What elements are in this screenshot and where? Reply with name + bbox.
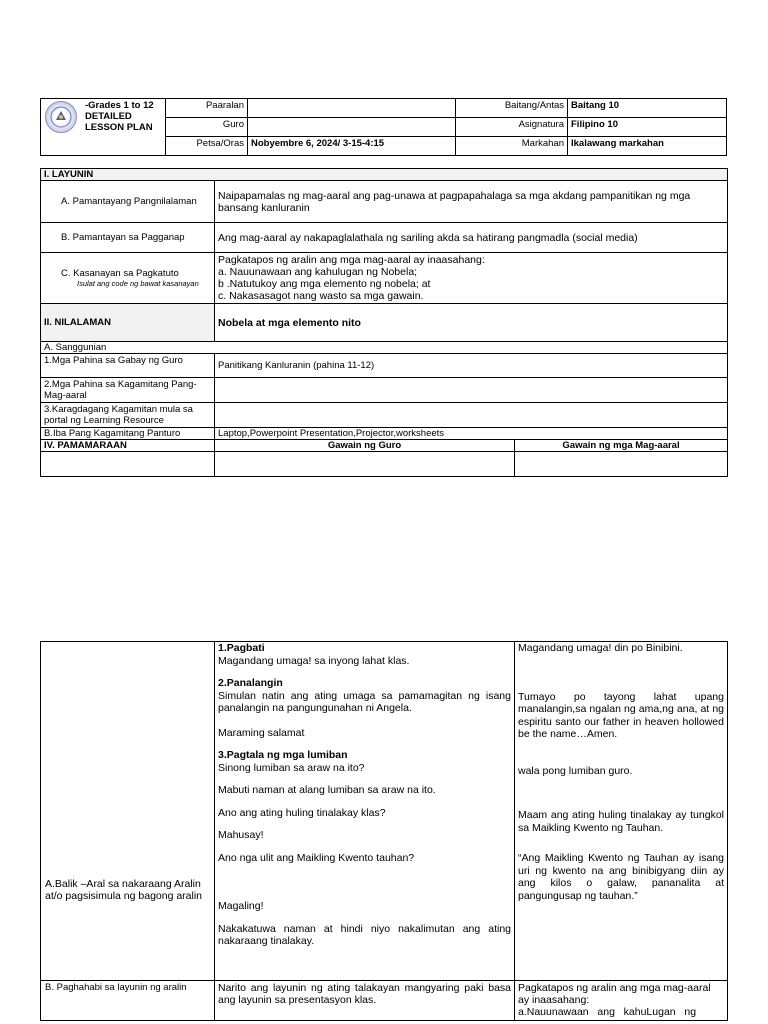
layunin-c-label-text: C. Kasanayan sa Pagkatuto: [61, 268, 179, 279]
pamamaraan-heading: IV. PAMAMARAAN: [41, 440, 215, 452]
panalangin-title: 2.Panalangin: [218, 677, 283, 689]
kagamitan-row-1-label: 1.Mga Pahina sa Gabay ng Guro: [41, 354, 215, 378]
pagbati-text: Magandang umaga! sa inyong lahat klas.: [218, 654, 410, 667]
magaling-text: Magaling!: [218, 900, 264, 912]
layunin-c-text: [215, 253, 728, 304]
pagbati-title: 1.Pagbati: [218, 642, 265, 654]
header-section: [40, 98, 727, 156]
empty-cell-3: [515, 452, 728, 477]
layunin-b-label: [41, 223, 215, 253]
layunin-c-line-1: Pagkatapos ng aralin ang mga mag-aaral ay inaasahang:: [218, 254, 485, 266]
response-3: wala pong lumiban guro.: [518, 764, 633, 777]
kagamitan-row-4-value: Laptop,Powerpoint Presentation,Projector,worksheets: [215, 428, 728, 440]
sanggunian-heading: A. Sanggunian: [41, 342, 728, 354]
layunin-c-line-4: c. Nakasasagot nang wasto sa mga gawain.: [218, 290, 424, 302]
title-line-2: DETAILED: [85, 111, 132, 122]
row-b-response-line-1: Pagkatapos ng aralin ang mga mag-aaral ay inaasahang:: [518, 982, 711, 1006]
lesson-plan-section: [40, 168, 728, 477]
response-4: Maam ang ating huling tinalakay ay tungkol sa Maikling Kwento ng Tauhan.: [518, 809, 724, 834]
nilalaman-text: Nobela at mga elemento nito: [215, 304, 728, 342]
layunin-c-sub: Isulat ang code ng bawat kasanayan: [77, 279, 199, 288]
col-gawain-guro: Gawain ng Guro: [215, 440, 515, 452]
layunin-b-label-text: B. Pamantayan sa Pagganap: [61, 232, 185, 243]
huling-question: Ano ang ating huling tinalakay klas?: [218, 806, 386, 819]
value-baitang: Baitang 10: [568, 99, 727, 118]
kagamitan-row-1-value: Panitikang Kanluranin (pahina 11-12): [215, 354, 728, 378]
value-guro: [248, 118, 456, 137]
value-petsa: Nobyembre 6, 2024/ 3-15-4:15: [248, 137, 456, 156]
layunin-c-line-2: a. Nauunawaan ang kahulugan ng Nobela;: [218, 266, 418, 278]
row-b-guro: Narito ang layunin ng ating talakayan mangyaring paki basa ang layunin sa presentasyon klas.: [215, 981, 515, 1021]
guro-activity-cell: [215, 642, 515, 981]
row-b-response-line-2: a.Nauunawaan ang kahuLugan ng: [518, 1006, 697, 1018]
response-5: “Ang Maikling Kwento ng Tauhan ay isang uri ng kwento na ang binibigyang diin ay ang kilos o galaw, pananalita at pangungusap ng tauhan.”: [518, 852, 724, 902]
label-guro: Guro: [166, 118, 248, 137]
row-b-mag-aaral: [515, 981, 728, 1021]
col-gawain-mag-aaral: Gawain ng mga Mag-aaral: [515, 440, 728, 452]
label-paaralan: Paaralan: [166, 99, 248, 118]
label-asignatura: Asignatura: [456, 118, 568, 137]
nilalaman-label: II. NILALAMAN: [41, 304, 215, 342]
kagamitan-row-2-label: 2.Mga Pahina sa Kagamitang Pang-Mag-aaral: [41, 378, 215, 403]
procedure-table: [40, 641, 728, 1021]
row-a-label: [41, 642, 215, 981]
ulit-question: Ano nga ulit ang Maikling Kwento tauhan?: [218, 851, 415, 864]
row-b-label: B. Paghahabi sa layunin ng aralin: [41, 981, 215, 1021]
value-paaralan: [248, 99, 456, 118]
kagamitan-row-3-value: [215, 403, 728, 428]
layunin-b-text: Ang mag-aaral ay nakapaglalathala ng sariling akda sa hatirang pangmadla (social media): [215, 223, 728, 253]
mabuti-text: Mabuti naman at alang lumiban sa araw na ito.: [218, 784, 436, 796]
procedure-section: [40, 641, 728, 1021]
layunin-a-label: [41, 181, 215, 223]
title-line-1: -Grades 1 to 12: [85, 100, 154, 111]
empty-cell-1: [41, 452, 215, 477]
layunin-c-line-3: b .Natutukoy ang mga elemento ng nobela; at: [218, 278, 431, 290]
kagamitan-row-4-label: B.Iba Pang Kagamitang Panturo: [41, 428, 215, 440]
empty-cell-2: [215, 452, 515, 477]
response-2: Tumayo po tayong lahat upang manalangin,sa ngalan ng ama,ng ana, at ng espiritu santo our father in heaven hollowed be the name…Amen.: [518, 690, 724, 740]
title-line-3: LESSON PLAN: [85, 122, 153, 133]
label-baitang: Baitang/Antas: [456, 99, 568, 118]
mag-aaral-response-cell: [515, 642, 728, 981]
response-1: Magandang umaga! din po Binibini.: [518, 642, 683, 654]
label-markahan: Markahan: [456, 137, 568, 156]
label-petsa: Petsa/Oras: [166, 137, 248, 156]
layunin-heading: I. LAYUNIN: [41, 169, 728, 181]
panalangin-text: Simulan natin ang ating umaga sa pamamagitan ng isang panalangin na pangungunahan ni Angela.: [218, 689, 511, 714]
nakakatuwa-text: Nakakatuwa naman at hindi niyo nakalimutan ang ating nakaraang tinalakay.: [218, 922, 511, 947]
salamat-text: Maraming salamat: [218, 726, 305, 739]
logo-title-cell: [41, 99, 166, 156]
lesson-plan-table: [40, 168, 728, 477]
value-markahan: Ikalawang markahan: [568, 137, 727, 156]
lumiban-title: 3.Pagtala ng mga lumiban: [218, 749, 348, 761]
layunin-c-label: [41, 253, 215, 304]
lumiban-question: Sinong lumiban sa araw na ito?: [218, 761, 365, 774]
layunin-a-label-text: A. Pamantayang Pangnilalaman: [61, 196, 197, 207]
row-a-label-text: A.Balik –Aral sa nakaraang Aralin at/o pagsisimula ng bagong aralin: [45, 878, 203, 902]
mahusay-text: Mahusay!: [218, 829, 264, 841]
layunin-a-text: Naipapamalas ng mag-aaral ang pag-unawa at pagpapahalaga sa mga akdang pampanitikan ng mga bansang kanluranin: [215, 181, 728, 223]
header-table: [40, 98, 727, 156]
kagamitan-row-2-value: [215, 378, 728, 403]
deped-seal-icon: [45, 101, 77, 133]
value-asignatura: Filipino 10: [568, 118, 727, 137]
kagamitan-row-3-label: 3.Karagdagang Kagamitan mula sa portal ng Learning Resource: [41, 403, 215, 428]
